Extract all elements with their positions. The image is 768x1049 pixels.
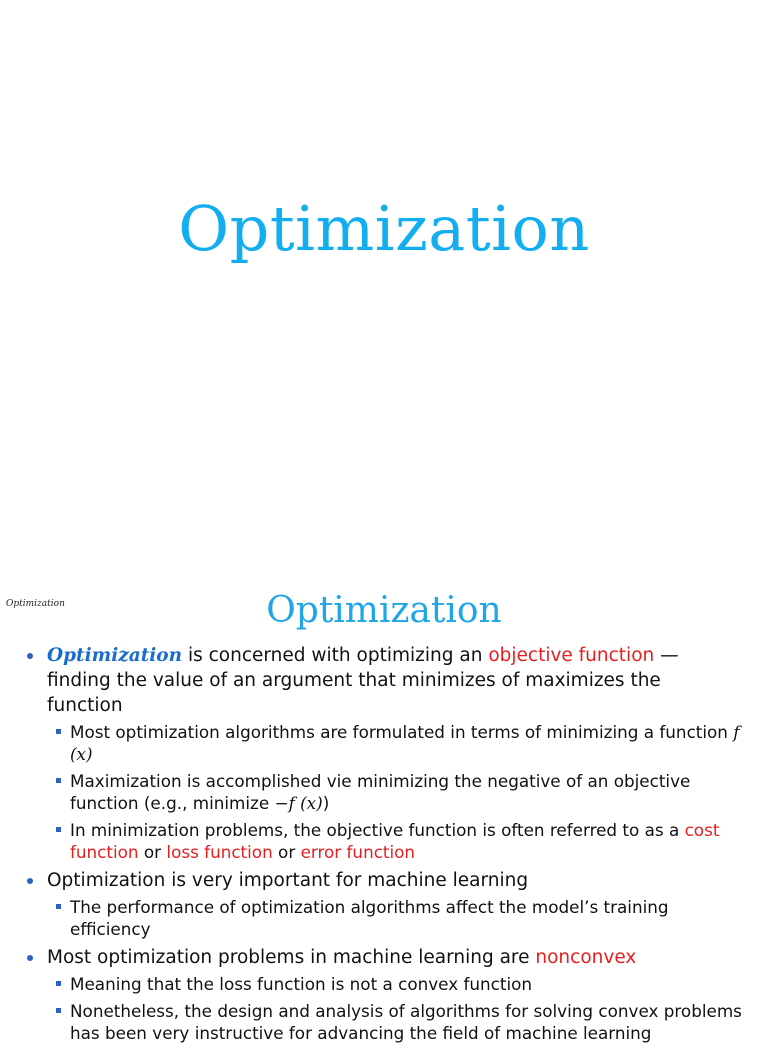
math-fx: f (x) [70, 722, 740, 764]
math-neg-fx: −f (x) [274, 793, 323, 813]
content-slide [0, 576, 768, 1043]
term-objective-function: objective function [488, 645, 655, 666]
subbullet-text: Meaning that the loss function is not a convex function [70, 974, 533, 994]
bullet-text: is concerned with optimizing an [182, 645, 489, 666]
subbullet-minimizing [22, 721, 742, 765]
slide-heading: Optimization [266, 590, 502, 631]
subbullet-text: The performance of optimization algorithms affect the model’s training efficiency [70, 897, 669, 939]
subbullet-text: In minimization problems, the objective function is often referred to as a [70, 820, 685, 840]
bullet-list [22, 643, 742, 1049]
running-header: Optimization [6, 599, 65, 609]
term-optimization: Optimization [47, 645, 183, 666]
subbullet-cost-function [22, 819, 742, 863]
subbullet-not-convex [22, 973, 742, 995]
term-error-function: error function [300, 842, 416, 862]
subbullet-text: Most optimization algorithms are formulated in terms of minimizing a function [70, 722, 734, 742]
bullet-importance [22, 868, 742, 893]
bullet-optimization-definition [22, 643, 742, 718]
subbullet-text: or [272, 842, 301, 862]
term-nonconvex: nonconvex [535, 947, 637, 968]
bullet-text: Optimization is very important for machine learning [47, 870, 529, 891]
term-loss-function: loss function [166, 842, 273, 862]
subbullet-text: Nonetheless, the design and analysis of algorithms for solving convex problems has been very instructive for advancing the field of machine learning [70, 1001, 742, 1043]
subbullet-text: Maximization is accomplished vie minimizing the negative of an objective function (e.g., minimize [70, 771, 691, 813]
slide-title: Optimization [178, 192, 590, 265]
subbullet-text: or [138, 842, 167, 862]
bullet-text: — finding the value of an argument that minimizes of maximizes the function [47, 645, 679, 716]
subbullet-maximization [22, 770, 742, 814]
bullet-text: Most optimization problems in machine learning are [47, 947, 536, 968]
subbullet-performance [22, 896, 742, 940]
term-cost-function: cost function [70, 820, 720, 862]
subbullet-convex-analysis [22, 1000, 742, 1044]
bullet-nonconvex [22, 945, 742, 970]
subbullet-text: ) [322, 793, 330, 813]
